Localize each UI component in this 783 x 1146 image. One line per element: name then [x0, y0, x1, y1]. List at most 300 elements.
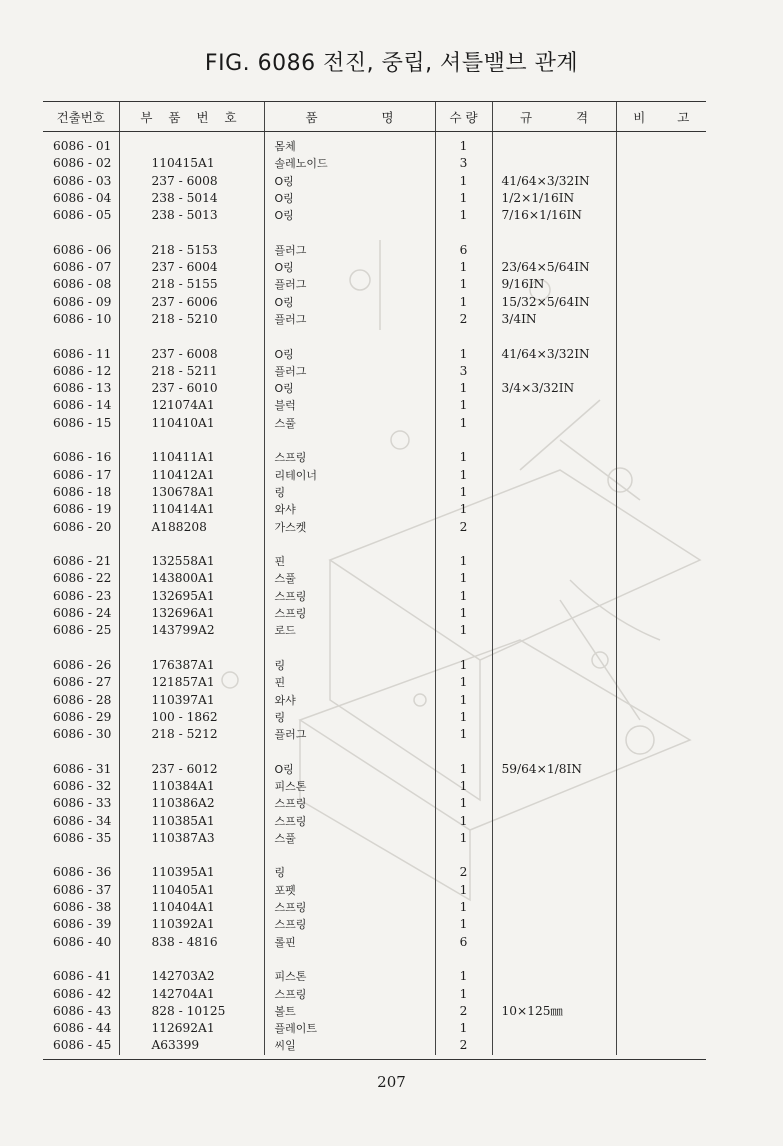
cell-item-no: 6086 - 09: [53, 294, 112, 309]
cell-part-name: 피스톤: [264, 778, 435, 795]
cell-part-name: 솔레노이드: [264, 155, 435, 172]
cell-item-no: 6086 - 39: [53, 917, 112, 932]
cell-note: [616, 207, 706, 224]
cell-note: [616, 778, 706, 795]
table-row: [43, 294, 706, 311]
cell-item-no: 6086 - 33: [53, 796, 112, 811]
cell-spec: 15/32×5/64IN: [492, 294, 616, 311]
table-row: [43, 415, 706, 432]
cell-item-no: 6086 - 45: [53, 1038, 112, 1053]
cell-spec: [492, 363, 616, 380]
cell-part-name: 스프링: [264, 986, 435, 1003]
cell-note: [616, 173, 706, 190]
group-spacer: [43, 847, 706, 864]
cell-qty: 1: [435, 1020, 492, 1037]
cell-part-name: 플러그: [264, 276, 435, 293]
cell-item-no: 6086 - 30: [53, 727, 112, 742]
cell-note: [616, 380, 706, 397]
cell-qty: 6: [435, 934, 492, 951]
cell-part-name: 플러그: [264, 363, 435, 380]
cell-note: [616, 294, 706, 311]
cell-spec: [492, 692, 616, 709]
cell-note: [616, 1037, 706, 1054]
cell-item-no: 6086 - 27: [53, 675, 112, 690]
cell-part-name: 스프링: [264, 795, 435, 812]
cell-qty: 3: [435, 155, 492, 172]
cell-item-no: 6086 - 29: [53, 709, 112, 724]
cell-spec: [492, 795, 616, 812]
cell-note: [616, 155, 706, 172]
group-spacer: [43, 432, 706, 449]
cell-qty: 1: [435, 692, 492, 709]
cell-part-no: A188208: [119, 519, 264, 536]
cell-qty: 6: [435, 242, 492, 259]
cell-note: [616, 190, 706, 207]
cell-spec: [492, 415, 616, 432]
cell-part-no: 828 - 10125: [119, 1003, 264, 1020]
cell-item-no: 6086 - 32: [53, 778, 112, 793]
cell-part-no: 218 - 5211: [119, 363, 264, 380]
cell-item-no: 6086 - 18: [53, 484, 112, 499]
cell-qty: 2: [435, 519, 492, 536]
cell-spec: [492, 605, 616, 622]
cell-part-no: 143799A2: [119, 622, 264, 639]
cell-note: [616, 1003, 706, 1020]
header-qty: 수 량: [435, 102, 492, 132]
cell-note: [616, 276, 706, 293]
cell-part-name: O링: [264, 207, 435, 224]
cell-qty: 1: [435, 397, 492, 414]
cell-part-no: 838 - 4816: [119, 934, 264, 951]
table-row: [43, 934, 706, 951]
cell-part-name: 링: [264, 657, 435, 674]
cell-item-no: 6086 - 11: [53, 346, 112, 361]
table-row: [43, 968, 706, 985]
cell-part-name: O링: [264, 761, 435, 778]
cell-note: [616, 397, 706, 414]
cell-part-no: 143800A1: [119, 570, 264, 587]
cell-part-name: 와샤: [264, 501, 435, 518]
cell-qty: 1: [435, 882, 492, 899]
cell-note: [616, 726, 706, 743]
cell-qty: 1: [435, 830, 492, 847]
cell-note: [616, 761, 706, 778]
cell-qty: 1: [435, 501, 492, 518]
table-row: [43, 674, 706, 691]
cell-note: [616, 986, 706, 1003]
cell-item-no: 6086 - 20: [53, 519, 112, 534]
table-row: [43, 761, 706, 778]
cell-note: [616, 830, 706, 847]
table-row: [43, 813, 706, 830]
cell-spec: [492, 709, 616, 726]
cell-part-no: 238 - 5014: [119, 190, 264, 207]
cell-part-name: 스프링: [264, 449, 435, 466]
cell-qty: 1: [435, 605, 492, 622]
cell-part-name: 링: [264, 484, 435, 501]
cell-part-no: 110386A2: [119, 795, 264, 812]
table-row: [43, 553, 706, 570]
cell-spec: 23/64×5/64IN: [492, 259, 616, 276]
cell-part-name: 피스톤: [264, 968, 435, 985]
cell-spec: [492, 467, 616, 484]
cell-qty: 1: [435, 415, 492, 432]
cell-part-no: 110385A1: [119, 813, 264, 830]
cell-note: [616, 570, 706, 587]
table-row: [43, 726, 706, 743]
cell-note: [616, 553, 706, 570]
cell-part-no: 176387A1: [119, 657, 264, 674]
cell-part-name: 포펫: [264, 882, 435, 899]
cell-spec: [492, 968, 616, 985]
cell-part-no: 110405A1: [119, 882, 264, 899]
cell-part-name: 스풀: [264, 415, 435, 432]
cell-part-no: 218 - 5212: [119, 726, 264, 743]
table-row: [43, 173, 706, 190]
cell-spec: [492, 449, 616, 466]
cell-item-no: 6086 - 04: [53, 190, 112, 205]
cell-note: [616, 467, 706, 484]
cell-note: [616, 692, 706, 709]
cell-qty: 1: [435, 294, 492, 311]
cell-spec: 10×125㎜: [492, 1003, 616, 1020]
cell-part-no: 132695A1: [119, 588, 264, 605]
table-row: [43, 1037, 706, 1054]
cell-qty: 1: [435, 207, 492, 224]
cell-item-no: 6086 - 23: [53, 588, 112, 603]
cell-qty: 1: [435, 259, 492, 276]
cell-note: [616, 622, 706, 639]
cell-part-no: 142704A1: [119, 986, 264, 1003]
cell-part-no: 110410A1: [119, 415, 264, 432]
cell-qty: 2: [435, 1003, 492, 1020]
cell-note: [616, 899, 706, 916]
cell-qty: 1: [435, 899, 492, 916]
cell-part-name: 스프링: [264, 605, 435, 622]
cell-note: [616, 501, 706, 518]
cell-item-no: 6086 - 22: [53, 571, 112, 586]
cell-qty: 1: [435, 449, 492, 466]
table-body: [43, 132, 706, 1055]
cell-note: [616, 519, 706, 536]
table-row: [43, 864, 706, 881]
header-spec: 규 격: [492, 102, 616, 132]
cell-spec: [492, 553, 616, 570]
group-spacer: [43, 328, 706, 345]
cell-item-no: 6086 - 01: [53, 139, 112, 153]
cell-part-no: 130678A1: [119, 484, 264, 501]
cell-part-name: 씨일: [264, 1037, 435, 1054]
cell-qty: 1: [435, 553, 492, 570]
cell-part-name: O링: [264, 173, 435, 190]
cell-qty: 1: [435, 657, 492, 674]
cell-part-no: 238 - 5013: [119, 207, 264, 224]
parts-table: [43, 101, 706, 1055]
cell-qty: 2: [435, 864, 492, 881]
cell-item-no: 6086 - 10: [53, 311, 112, 326]
cell-qty: 1: [435, 968, 492, 985]
cell-part-name: 스프링: [264, 916, 435, 933]
cell-item-no: 6086 - 17: [53, 467, 112, 482]
cell-note: [616, 1020, 706, 1037]
cell-part-no: 218 - 5210: [119, 311, 264, 328]
cell-part-no: [119, 132, 264, 156]
table-row: [43, 916, 706, 933]
cell-qty: 1: [435, 570, 492, 587]
cell-part-no: 237 - 6012: [119, 761, 264, 778]
cell-qty: 1: [435, 173, 492, 190]
cell-part-no: 110414A1: [119, 501, 264, 518]
cell-part-no: 218 - 5153: [119, 242, 264, 259]
cell-part-name: 롤핀: [264, 934, 435, 951]
cell-qty: 1: [435, 346, 492, 363]
cell-part-no: 142703A2: [119, 968, 264, 985]
cell-item-no: 6086 - 16: [53, 450, 112, 465]
cell-qty: 1: [435, 380, 492, 397]
cell-note: [616, 242, 706, 259]
cell-item-no: 6086 - 05: [53, 208, 112, 223]
cell-qty: 2: [435, 1037, 492, 1054]
cell-qty: 2: [435, 311, 492, 328]
cell-spec: [492, 519, 616, 536]
cell-part-no: 237 - 6004: [119, 259, 264, 276]
cell-qty: 1: [435, 674, 492, 691]
header-name: 품 명: [264, 102, 435, 132]
header-note: 비 고: [616, 102, 706, 132]
table-row: [43, 1020, 706, 1037]
cell-item-no: 6086 - 35: [53, 830, 112, 845]
cell-spec: [492, 916, 616, 933]
cell-note: [616, 588, 706, 605]
cell-item-no: 6086 - 38: [53, 900, 112, 915]
cell-part-no: 132696A1: [119, 605, 264, 622]
cell-qty: 1: [435, 795, 492, 812]
cell-part-name: 스프링: [264, 899, 435, 916]
cell-item-no: 6086 - 40: [53, 934, 112, 949]
table-row: [43, 242, 706, 259]
cell-part-name: 볼트: [264, 1003, 435, 1020]
cell-spec: [492, 899, 616, 916]
table-row: [43, 311, 706, 328]
table-row: [43, 709, 706, 726]
cell-part-name: 핀: [264, 674, 435, 691]
table-row: [43, 190, 706, 207]
cell-part-no: 237 - 6008: [119, 173, 264, 190]
cell-part-no: 110397A1: [119, 692, 264, 709]
cell-spec: [492, 778, 616, 795]
cell-part-name: 링: [264, 709, 435, 726]
cell-spec: [492, 242, 616, 259]
cell-part-no: 110384A1: [119, 778, 264, 795]
cell-note: [616, 657, 706, 674]
cell-part-no: 237 - 6006: [119, 294, 264, 311]
table-row: [43, 622, 706, 639]
table-row: [43, 449, 706, 466]
group-spacer: [43, 640, 706, 657]
cell-note: [616, 864, 706, 881]
page-number: 207: [377, 1073, 406, 1091]
cell-part-no: 110415A1: [119, 155, 264, 172]
cell-qty: 3: [435, 363, 492, 380]
cell-qty: 1: [435, 916, 492, 933]
table-row: [43, 501, 706, 518]
cell-spec: [492, 132, 616, 156]
table-row: [43, 467, 706, 484]
cell-item-no: 6086 - 13: [53, 381, 112, 396]
table-row: [43, 397, 706, 414]
cell-qty: 1: [435, 778, 492, 795]
table-row: [43, 207, 706, 224]
group-spacer: [43, 951, 706, 968]
cell-part-name: 플러그: [264, 311, 435, 328]
table-row: [43, 778, 706, 795]
cell-item-no: 6086 - 37: [53, 882, 112, 897]
cell-note: [616, 346, 706, 363]
cell-note: [616, 449, 706, 466]
cell-item-no: 6086 - 24: [53, 606, 112, 621]
cell-part-name: 링: [264, 864, 435, 881]
table-row: [43, 259, 706, 276]
cell-spec: [492, 1020, 616, 1037]
cell-note: [616, 415, 706, 432]
cell-spec: [492, 1037, 616, 1054]
cell-part-name: 몸체: [264, 132, 435, 156]
cell-spec: [492, 501, 616, 518]
table-row: [43, 155, 706, 172]
table-row: [43, 588, 706, 605]
group-spacer: [43, 224, 706, 241]
cell-spec: [492, 882, 616, 899]
cell-spec: [492, 622, 616, 639]
cell-part-name: 로드: [264, 622, 435, 639]
cell-qty: 1: [435, 726, 492, 743]
cell-part-name: 와샤: [264, 692, 435, 709]
cell-note: [616, 311, 706, 328]
cell-note: [616, 674, 706, 691]
group-spacer: [43, 743, 706, 760]
cell-item-no: 6086 - 12: [53, 363, 112, 378]
cell-spec: [492, 986, 616, 1003]
table-row: [43, 570, 706, 587]
cell-spec: [492, 830, 616, 847]
cell-qty: 1: [435, 813, 492, 830]
cell-item-no: 6086 - 14: [53, 398, 112, 413]
cell-part-no: 110387A3: [119, 830, 264, 847]
cell-qty: 1: [435, 190, 492, 207]
cell-qty: 1: [435, 484, 492, 501]
cell-item-no: 6086 - 41: [53, 969, 112, 984]
table-row: [43, 519, 706, 536]
cell-spec: [492, 726, 616, 743]
cell-note: [616, 968, 706, 985]
cell-item-no: 6086 - 31: [53, 761, 112, 776]
cell-part-name: 스프링: [264, 813, 435, 830]
cell-note: [616, 484, 706, 501]
cell-note: [616, 132, 706, 156]
table-row: [43, 1003, 706, 1020]
cell-part-name: 블럭: [264, 397, 435, 414]
cell-part-name: 스풀: [264, 830, 435, 847]
table-row: [43, 346, 706, 363]
cell-note: [616, 709, 706, 726]
table-row: [43, 132, 706, 156]
cell-qty: 1: [435, 622, 492, 639]
cell-item-no: 6086 - 34: [53, 813, 112, 828]
cell-qty: 1: [435, 588, 492, 605]
cell-item-no: 6086 - 44: [53, 1021, 112, 1036]
cell-spec: 59/64×1/8IN: [492, 761, 616, 778]
cell-note: [616, 916, 706, 933]
cell-part-name: O링: [264, 346, 435, 363]
cell-item-no: 6086 - 21: [53, 554, 112, 569]
table-row: [43, 899, 706, 916]
cell-spec: 7/16×1/16IN: [492, 207, 616, 224]
table-row: [43, 795, 706, 812]
table-row: [43, 605, 706, 622]
cell-part-no: 121857A1: [119, 674, 264, 691]
cell-part-no: 110404A1: [119, 899, 264, 916]
table-row: [43, 276, 706, 293]
cell-note: [616, 882, 706, 899]
cell-item-no: 6086 - 07: [53, 260, 112, 275]
table-row: [43, 484, 706, 501]
cell-spec: [492, 864, 616, 881]
header-no: 건출번호: [43, 102, 119, 132]
cell-spec: [492, 397, 616, 414]
table-row: [43, 363, 706, 380]
cell-part-name: 리테이너: [264, 467, 435, 484]
cell-note: [616, 259, 706, 276]
cell-part-name: 핀: [264, 553, 435, 570]
cell-qty: 1: [435, 467, 492, 484]
cell-part-name: 스프링: [264, 588, 435, 605]
group-spacer: [43, 536, 706, 553]
table-row: [43, 830, 706, 847]
cell-part-name: O링: [264, 380, 435, 397]
cell-note: [616, 934, 706, 951]
cell-spec: 41/64×3/32IN: [492, 173, 616, 190]
cell-spec: [492, 588, 616, 605]
cell-part-name: O링: [264, 190, 435, 207]
cell-item-no: 6086 - 03: [53, 173, 112, 188]
cell-spec: 3/4IN: [492, 311, 616, 328]
cell-spec: [492, 674, 616, 691]
cell-item-no: 6086 - 02: [53, 156, 112, 171]
cell-part-no: 112692A1: [119, 1020, 264, 1037]
cell-item-no: 6086 - 42: [53, 986, 112, 1001]
table-row: [43, 692, 706, 709]
cell-spec: [492, 484, 616, 501]
cell-spec: 1/2×1/16IN: [492, 190, 616, 207]
cell-item-no: 6086 - 28: [53, 692, 112, 707]
cell-item-no: 6086 - 08: [53, 277, 112, 292]
cell-item-no: 6086 - 43: [53, 1003, 112, 1018]
cell-note: [616, 605, 706, 622]
cell-part-name: 플러그: [264, 726, 435, 743]
cell-spec: [492, 934, 616, 951]
cell-part-name: 플레이트: [264, 1020, 435, 1037]
table-row: [43, 986, 706, 1003]
cell-part-no: 110392A1: [119, 916, 264, 933]
cell-note: [616, 813, 706, 830]
cell-qty: 1: [435, 276, 492, 293]
cell-spec: [492, 813, 616, 830]
cell-part-no: 237 - 6008: [119, 346, 264, 363]
cell-part-no: 218 - 5155: [119, 276, 264, 293]
cell-part-no: 110395A1: [119, 864, 264, 881]
cell-spec: 3/4×3/32IN: [492, 380, 616, 397]
cell-spec: 41/64×3/32IN: [492, 346, 616, 363]
